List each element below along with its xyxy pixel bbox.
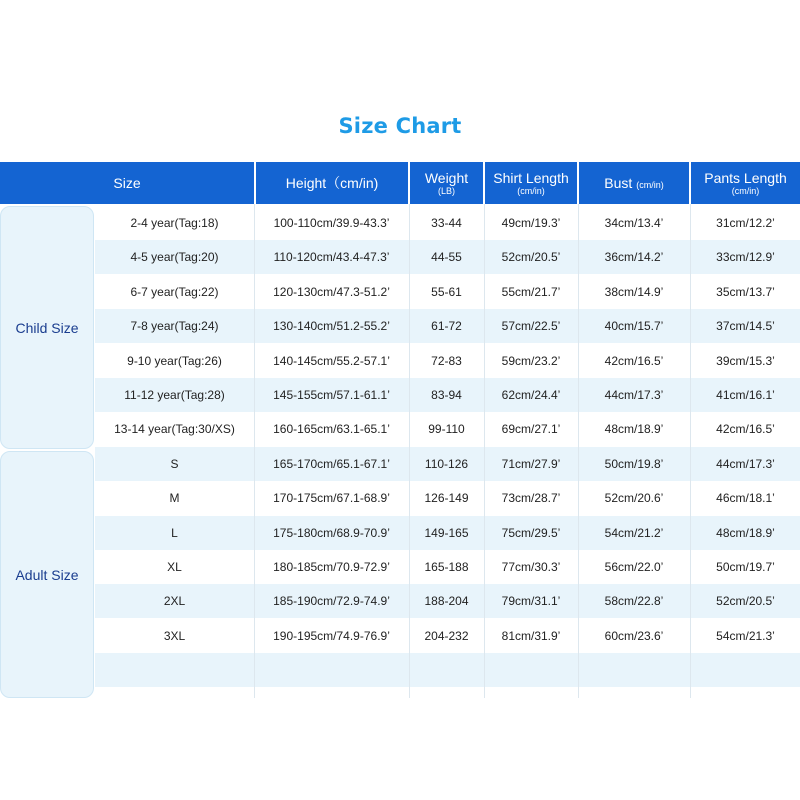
- column-divider: [484, 204, 485, 698]
- cell-weight: 188-204: [424, 594, 469, 609]
- header-weight-unit: (LB): [437, 185, 455, 196]
- table-row: [95, 619, 800, 653]
- cell-pants-length: 44cm/17.3’: [716, 456, 775, 471]
- table-row: [95, 275, 800, 309]
- cell-bust: 36cm/14.2’: [604, 250, 664, 265]
- cell-pants-length: 52cm/20.5’: [716, 594, 775, 609]
- cell-pants-length: 46cm/18.1’: [716, 491, 775, 506]
- cell-pants-length: 48cm/18.9’: [716, 525, 775, 540]
- cell-height: 130-140cm/51.2-55.2’: [273, 319, 390, 334]
- cell-shirt-length: 57cm/22.5’: [501, 319, 561, 334]
- cell-size: 6-7 year(Tag:22): [130, 284, 219, 299]
- cell-bust: 52cm/20.6’: [604, 491, 664, 506]
- cell-size: 7-8 year(Tag:24): [130, 319, 219, 334]
- cell-height: 180-185cm/70.9-72.9’: [273, 560, 390, 574]
- header-pants: [691, 162, 800, 204]
- cell-pants-length: 54cm/21.3’: [716, 628, 775, 643]
- cell-bust: 50cm/19.8’: [604, 456, 664, 471]
- cell-bust: 42cm/16.5’: [604, 353, 664, 368]
- cell-pants-length: 37cm/14.5’: [716, 319, 775, 334]
- cell-shirt-length: 77cm/30.3’: [501, 560, 561, 574]
- cell-weight: 149-165: [424, 525, 469, 540]
- cell-height: 190-195cm/74.9-76.9’: [273, 628, 390, 643]
- cell-weight: 110-126: [424, 456, 469, 471]
- header-bust-label: Bust: [604, 175, 633, 191]
- cell-size: 9-10 year(Tag:26): [127, 353, 222, 368]
- cell-height: 175-180cm/68.9-70.9’: [273, 525, 390, 540]
- cell-height: 140-145cm/55.2-57.1’: [273, 353, 390, 368]
- cell-shirt-length: 62cm/24.4’: [501, 388, 561, 402]
- cell-weight: 99-110: [428, 422, 465, 437]
- cell-pants-length: 33cm/12.9’: [716, 250, 775, 265]
- header-size: [0, 162, 254, 204]
- header-pants-label: Pants Length: [704, 169, 787, 186]
- header-shirt-label: Shirt Length: [493, 169, 569, 186]
- cell-weight: 126-149: [424, 491, 469, 506]
- group-child-size: Child Size: [0, 206, 94, 449]
- header-weight-label: Weight: [424, 169, 469, 186]
- cell-size: 4-5 year(Tag:20): [130, 250, 219, 265]
- table-row: [95, 378, 800, 412]
- cell-weight: 44-55: [431, 250, 462, 265]
- cell-shirt-length: 55cm/21.7’: [501, 284, 561, 299]
- cell-shirt-length: 73cm/28.7’: [501, 491, 561, 506]
- table-header: [0, 162, 800, 204]
- cell-shirt-length: 75cm/29.5’: [501, 525, 561, 540]
- table-row: [95, 309, 800, 343]
- column-divider: [578, 204, 579, 698]
- cell-pants-length: 41cm/16.1’: [716, 388, 775, 402]
- cell-bust: 48cm/18.9’: [604, 422, 664, 437]
- header-size-label: Size: [113, 175, 141, 191]
- table-row: [95, 240, 800, 274]
- cell-size: L: [171, 525, 178, 540]
- table-row: [95, 584, 800, 618]
- cell-size: 11-12 year(Tag:28): [124, 388, 225, 402]
- cell-size: XL: [167, 560, 182, 574]
- cell-height: 170-175cm/67.1-68.9’: [273, 491, 390, 506]
- cell-size: [95, 653, 254, 687]
- cell-shirt-length: 71cm/27.9’: [501, 456, 561, 471]
- cell-size: S: [170, 456, 179, 471]
- cell-weight: 61-72: [431, 319, 462, 334]
- cell-size: 3XL: [163, 628, 186, 643]
- cell-bust: 34cm/13.4’: [604, 216, 664, 230]
- cell-bust: 40cm/15.7’: [604, 319, 664, 334]
- cell-height: 145-155cm/57.1-61.1’: [273, 388, 390, 402]
- group-adult-size: Adult Size: [0, 451, 94, 698]
- cell-bust: 44cm/17.3’: [604, 388, 664, 402]
- cell-pants-length: 35cm/13.7’: [716, 284, 775, 299]
- table-row: [95, 344, 800, 378]
- cell-shirt-length: 49cm/19.3’: [501, 216, 561, 230]
- cell-shirt-length: 69cm/27.1’: [501, 422, 561, 437]
- table-row: [95, 206, 800, 240]
- cell-size: 13-14 year(Tag:30/XS): [114, 422, 235, 437]
- cell-weight: 55-61: [431, 284, 462, 299]
- cell-height: 160-165cm/63.1-65.1’: [273, 422, 390, 437]
- cell-pants-length: 50cm/19.7’: [716, 560, 775, 574]
- table-row: [95, 447, 800, 481]
- cell-bust: 56cm/22.0’: [604, 560, 664, 574]
- table-row: [95, 481, 800, 515]
- header-height: [256, 162, 408, 204]
- table-row: [95, 550, 800, 584]
- header-bust-unit: (cm/in): [636, 180, 664, 190]
- cell-weight: 72-83: [431, 353, 462, 368]
- cell-weight: [410, 653, 483, 687]
- column-divider: [254, 204, 255, 698]
- column-divider: [690, 204, 691, 698]
- cell-shirt-length: 79cm/31.1’: [501, 594, 561, 609]
- header-weight: [410, 162, 483, 204]
- cell-bust: 60cm/23.6’: [604, 628, 664, 643]
- cell-pants-length: 31cm/12.2’: [716, 216, 775, 230]
- cell-height: 100-110cm/39.9-43.3’: [273, 216, 390, 230]
- cell-weight: 204-232: [424, 628, 469, 643]
- header-height-label: Height（cm/in): [285, 175, 379, 191]
- table-row: [95, 516, 800, 550]
- table-row: [95, 412, 800, 446]
- cell-bust: [579, 653, 689, 687]
- cell-bust: 58cm/22.8’: [604, 594, 664, 609]
- header-pants-unit: (cm/in): [731, 185, 760, 196]
- cell-pants-length: [691, 653, 800, 687]
- cell-weight: 165-188: [424, 560, 469, 574]
- cell-size: 2XL: [163, 594, 186, 609]
- cell-height: 185-190cm/72.9-74.9’: [273, 594, 390, 609]
- cell-shirt-length: [485, 653, 577, 687]
- cell-size: 2-4 year(Tag:18): [130, 216, 219, 230]
- column-divider: [409, 204, 410, 698]
- table-row: [95, 653, 800, 687]
- cell-shirt-length: 81cm/31.9’: [501, 628, 561, 643]
- cell-shirt-length: 59cm/23.2’: [501, 353, 561, 368]
- page-title: Size Chart: [338, 114, 462, 138]
- header-shirt-unit: (cm/in): [517, 185, 545, 196]
- header-shirt: [485, 162, 577, 204]
- cell-bust: 54cm/21.2’: [604, 525, 664, 540]
- cell-weight: 83-94: [431, 388, 462, 402]
- cell-size: M: [169, 491, 180, 506]
- cell-bust: 38cm/14.9’: [604, 284, 664, 299]
- cell-height: [255, 653, 408, 687]
- cell-pants-length: 42cm/16.5’: [716, 422, 775, 437]
- cell-height: 165-170cm/65.1-67.1’: [273, 456, 390, 471]
- cell-height: 110-120cm/43.4-47.3’: [273, 250, 390, 265]
- cell-pants-length: 39cm/15.3’: [716, 353, 775, 368]
- cell-weight: 33-44: [431, 216, 462, 230]
- header-bust: [579, 162, 689, 204]
- cell-shirt-length: 52cm/20.5’: [501, 250, 561, 265]
- cell-height: 120-130cm/47.3-51.2’: [273, 284, 390, 299]
